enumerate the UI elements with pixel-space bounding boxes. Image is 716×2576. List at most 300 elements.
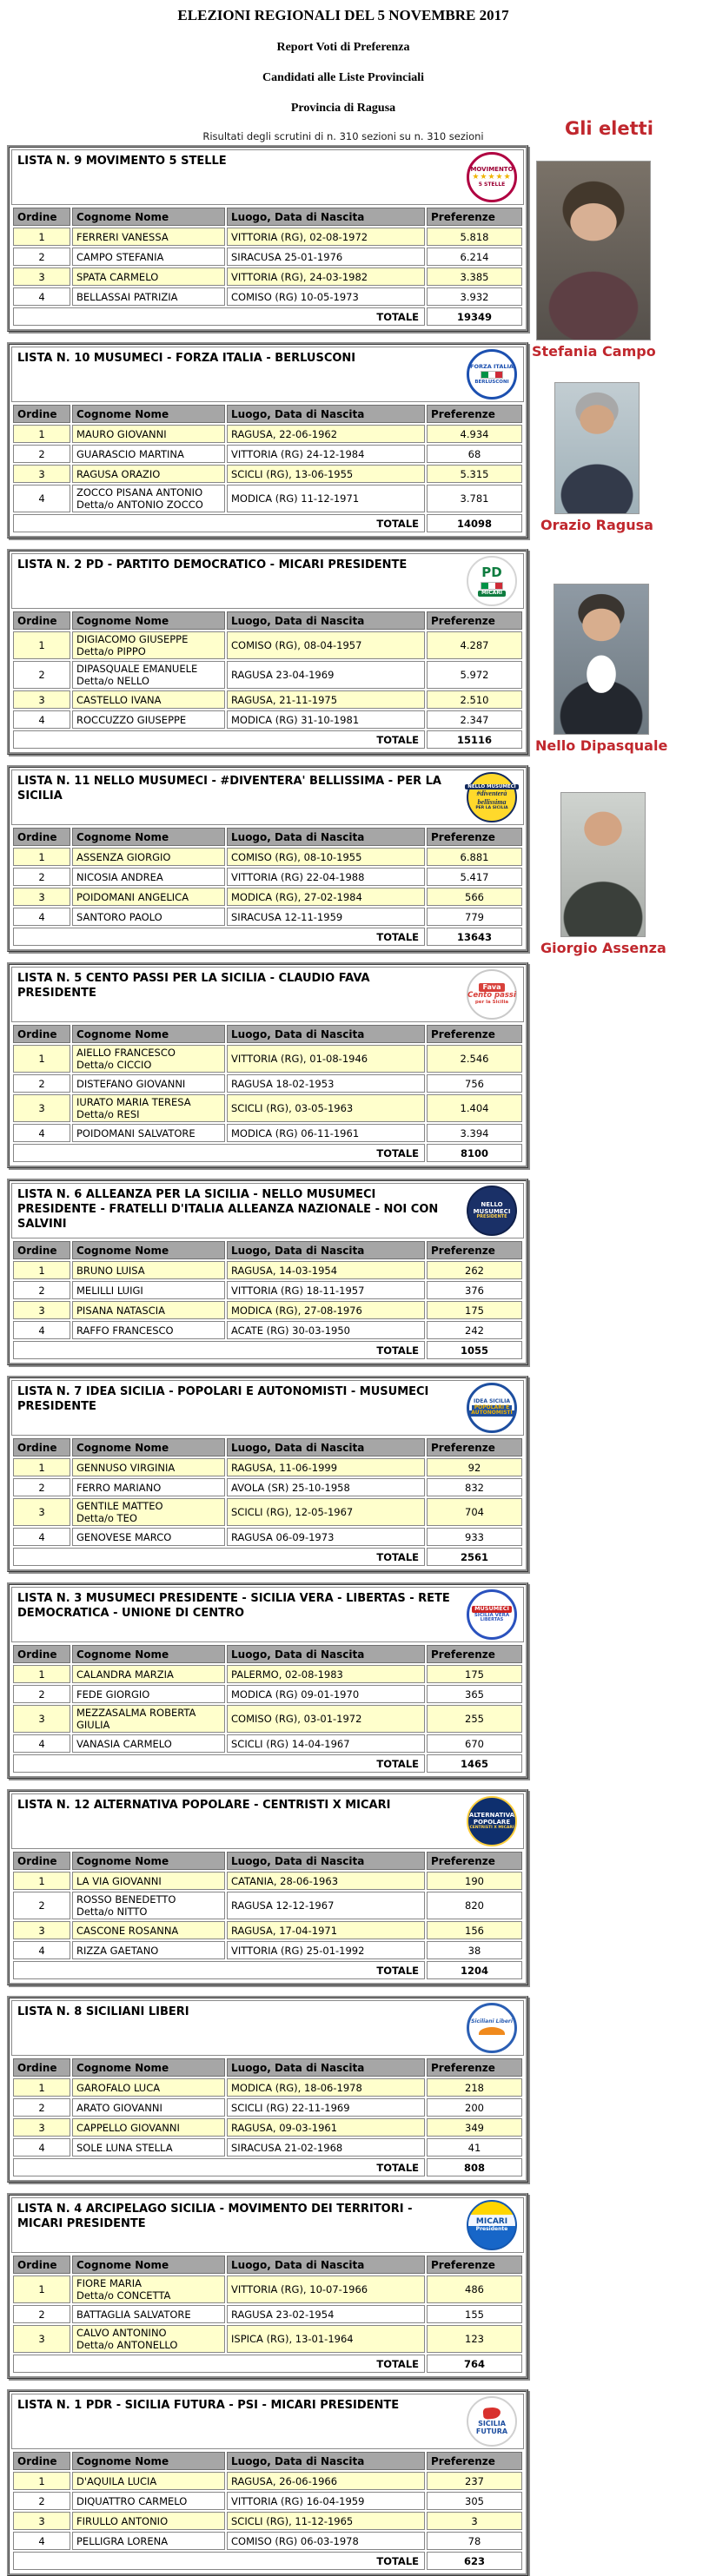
party-logo-text: 5 STELLE — [478, 181, 506, 188]
preferences-cell: 4.287 — [427, 631, 522, 659]
candidate-row — [13, 888, 522, 906]
ordine-cell: 2 — [13, 1478, 70, 1496]
ordine-cell: 3 — [13, 1705, 70, 1733]
elected-figure-3 — [535, 584, 667, 754]
list-title: LISTA N. 5 CENTO PASSI PER LA SICILIA - CLAUDIO FAVA PRESIDENTE — [17, 972, 370, 1000]
birthplace-cell: SIRACUSA 21-02-1968 — [227, 2138, 425, 2157]
candidate-name-cell: D'AQUILA LUCIA — [72, 2472, 225, 2490]
ordine-cell: 1 — [13, 1665, 70, 1683]
column-header-ordine: Ordine — [13, 1852, 70, 1870]
totale-row — [13, 1341, 522, 1359]
birthplace-cell: VITTORIA (RG), 24-03-1982 — [227, 268, 425, 286]
ordine-cell: 4 — [13, 1941, 70, 1959]
birthplace-cell: PALERMO, 02-08-1983 — [227, 1665, 425, 1683]
party-logo-icon — [467, 2003, 517, 2053]
candidate-alias: Detta/o CONCETTA — [76, 2289, 171, 2302]
list-header — [11, 1793, 524, 1849]
totale-row — [13, 514, 522, 532]
totale-row — [13, 928, 522, 946]
birthplace-cell: RAGUSA, 22-06-1962 — [227, 425, 425, 443]
candidate-name-cell: DIPASQUALE EMANUELE Detta/o NELLO — [72, 661, 225, 689]
elected-name-label: Orazio Ragusa — [540, 517, 653, 533]
table-header-row — [13, 208, 522, 226]
candidate-name-cell: DIQUATTRO CARMELO — [72, 2492, 225, 2510]
candidate-row — [13, 287, 522, 306]
candidate-row — [13, 1281, 522, 1299]
column-header-luogo-data-nascita: Luogo, Data di Nascita — [227, 1645, 425, 1663]
stefania-campo-photo — [536, 161, 651, 340]
candidate-name-cell: BATTAGLIA SALVATORE — [72, 2305, 225, 2323]
column-header-ordine: Ordine — [13, 2256, 70, 2274]
candidate-name-cell: FERRERI VANESSA — [72, 228, 225, 246]
candidate-name-cell: GENTILE MATTEO Detta/o TEO — [72, 1498, 225, 1526]
candidate-name-cell: CALVO ANTONINO Detta/o ANTONELLO — [72, 2325, 225, 2353]
party-logo-text: MOVIMENTO — [470, 166, 514, 174]
party-logo-icon — [467, 2200, 517, 2250]
ordine-cell: 4 — [13, 1124, 70, 1142]
candidate-row — [13, 445, 522, 463]
birthplace-cell: RAGUSA, 14-03-1954 — [227, 1261, 425, 1279]
preferences-cell: 92 — [427, 1458, 522, 1476]
preferences-cell: 779 — [427, 908, 522, 926]
birthplace-cell: VITTORIA (RG), 01-08-1946 — [227, 1045, 425, 1073]
list-title: LISTA N. 6 ALLEANZA PER LA SICILIA - NELLO MUSUMECI PRESIDENTE - FRATELLI D'ITALIA ALLEANZA NAZIONALE - NOI CON SALVINI — [17, 1188, 439, 1231]
preferences-cell: 5.972 — [427, 661, 522, 689]
column-header-luogo-data-nascita: Luogo, Data di Nascita — [227, 611, 425, 630]
totale-row — [13, 1548, 522, 1566]
party-logo-text: PD — [481, 565, 502, 581]
birthplace-cell: SIRACUSA 12-11-1959 — [227, 908, 425, 926]
province-title: Provincia di Ragusa — [290, 102, 396, 115]
ordine-cell: 3 — [13, 1094, 70, 1122]
list-header — [11, 1380, 524, 1436]
party-logo-text: CENTRISTI X MICARI — [469, 1826, 514, 1831]
column-header-preferenze: Preferenze — [427, 2058, 522, 2077]
candidate-name-cell: BELLASSAI PATRIZIA — [72, 287, 225, 306]
scrutiny-status-line: Risultati degli scrutini di n. 310 sezioni su n. 310 sezioni — [202, 130, 484, 142]
column-header-preferenze: Preferenze — [427, 1025, 522, 1043]
totale-row — [13, 730, 522, 749]
list-header — [11, 1587, 524, 1642]
column-header-luogo-data-nascita: Luogo, Data di Nascita — [227, 405, 425, 423]
birthplace-cell: VITTORIA (RG) 22-04-1988 — [227, 868, 425, 886]
nello-dipasquale-photo — [554, 584, 649, 735]
column-header-ordine: Ordine — [13, 1025, 70, 1043]
ordine-cell: 3 — [13, 2325, 70, 2353]
birthplace-cell: MODICA (RG) 31-10-1981 — [227, 710, 425, 729]
party-logo-text: #diventerà — [476, 789, 507, 798]
ordine-cell: 1 — [13, 848, 70, 866]
party-logo-text: bellissima — [477, 797, 507, 806]
candidate-row — [13, 2275, 522, 2303]
party-logo-icon — [467, 556, 517, 606]
party-logo-icon — [467, 1383, 517, 1433]
birthplace-cell: RAGUSA 23-02-1954 — [227, 2305, 425, 2323]
preferences-cell: 5.417 — [427, 868, 522, 886]
party-logo-text: FUTURA — [475, 2427, 508, 2435]
list-section-1 — [7, 2389, 528, 2576]
party-logo-text: Siciliani Liberi — [471, 2018, 513, 2025]
ordine-cell: 1 — [13, 631, 70, 659]
preferences-cell: 200 — [427, 2098, 522, 2117]
flag-icon — [481, 371, 503, 379]
birthplace-cell: AVOLA (SR) 25-10-1958 — [227, 1478, 425, 1496]
ordine-cell: 3 — [13, 2512, 70, 2530]
birthplace-cell: RAGUSA 12-12-1967 — [227, 1892, 425, 1919]
elected-name-label: Nello Dipasquale — [535, 737, 668, 754]
candidate-name-cell: MAURO GIOVANNI — [72, 425, 225, 443]
totale-value-cell: 623 — [427, 2552, 522, 2570]
list-title: LISTA N. 11 NELLO MUSUMECI - #DIVENTERA' BELLISSIMA - PER LA SICILIA — [17, 775, 441, 803]
orazio-ragusa-photo — [554, 382, 640, 514]
ordine-cell: 3 — [13, 888, 70, 906]
candidate-name-cell: DIGIACOMO GIUSEPPE Detta/o PIPPO — [72, 631, 225, 659]
table-header-row — [13, 1438, 522, 1456]
column-header-ordine: Ordine — [13, 1645, 70, 1663]
candidates-table — [11, 1437, 524, 1568]
stars-icon: ★★★★★ — [472, 173, 512, 182]
column-header-preferenze: Preferenze — [427, 828, 522, 846]
column-header-cognome-nome: Cognome Nome — [72, 1241, 225, 1259]
column-header-cognome-nome: Cognome Nome — [72, 2452, 225, 2470]
party-logo-text: IDEA SICILIA — [474, 1397, 510, 1404]
list-section-10 — [7, 342, 528, 538]
preferences-cell: 486 — [427, 2275, 522, 2303]
candidate-row — [13, 2492, 522, 2510]
totale-label-cell: TOTALE — [13, 928, 425, 946]
column-header-cognome-nome: Cognome Nome — [72, 2256, 225, 2274]
party-logo-icon — [467, 349, 517, 400]
candidates-table — [11, 1643, 524, 1774]
list-section-4 — [7, 2193, 528, 2379]
party-logo-text: Presidente — [475, 2225, 508, 2232]
list-title: LISTA N. 4 ARCIPELAGO SICILIA - MOVIMENTO DEI TERRITORI - MICARI PRESIDENTE — [17, 2203, 413, 2230]
party-logo-text: ALTERNATIVA — [468, 1812, 515, 1820]
ordine-cell: 1 — [13, 2275, 70, 2303]
candidate-name-cell: BRUNO LUISA — [72, 1261, 225, 1279]
elected-name-label: Stefania Campo — [532, 343, 656, 360]
candidate-name-cell: SANTORO PAOLO — [72, 908, 225, 926]
table-header-row — [13, 2058, 522, 2077]
column-header-preferenze: Preferenze — [427, 2452, 522, 2470]
candidate-row — [13, 228, 522, 246]
candidate-row — [13, 2512, 522, 2530]
candidate-name-cell: FIORE MARIA Detta/o CONCETTA — [72, 2275, 225, 2303]
list-header — [11, 149, 524, 205]
column-header-preferenze: Preferenze — [427, 405, 522, 423]
candidate-name-cell: ASSENZA GIORGIO — [72, 848, 225, 866]
column-header-cognome-nome: Cognome Nome — [72, 1852, 225, 1870]
birthplace-cell: ISPICA (RG), 13-01-1964 — [227, 2325, 425, 2353]
candidate-name-cell: FEDE GIORGIO — [72, 1685, 225, 1703]
candidate-alias: Detta/o ANTONELLO — [76, 2339, 178, 2351]
candidate-row — [13, 1685, 522, 1703]
preferences-cell: 5.315 — [427, 465, 522, 483]
candidate-row — [13, 690, 522, 709]
candidate-name-cell: ROSSO BENEDETTO Detta/o NITTO — [72, 1892, 225, 1919]
column-header-preferenze: Preferenze — [427, 1241, 522, 1259]
candidate-row — [13, 2118, 522, 2137]
ordine-cell: 1 — [13, 2078, 70, 2097]
map-icon — [482, 2407, 501, 2420]
birthplace-cell: SCICLI (RG), 11-12-1965 — [227, 2512, 425, 2530]
party-logo-text: POPOLARI E — [472, 1405, 513, 1411]
totale-value-cell: 14098 — [427, 514, 522, 532]
candidate-alias: Detta/o ANTONIO ZOCCO — [76, 499, 203, 511]
party-logo-text: Fava — [479, 983, 504, 991]
candidate-name-cell: FIRULLO ANTONIO — [72, 2512, 225, 2530]
preferences-cell: 156 — [427, 1921, 522, 1939]
candidates-table — [11, 2057, 524, 2178]
ordine-cell: 4 — [13, 2138, 70, 2157]
birthplace-cell: RAGUSA, 21-11-1975 — [227, 690, 425, 709]
birthplace-cell: MODICA (RG) 06-11-1961 — [227, 1124, 425, 1142]
candidate-name-cell: AIELLO FRANCESCO Detta/o CICCIO — [72, 1045, 225, 1073]
preferences-cell: 670 — [427, 1734, 522, 1753]
ordine-cell: 4 — [13, 287, 70, 306]
totale-label-cell: TOTALE — [13, 2552, 425, 2570]
party-logo-text: PRESIDENTE — [476, 1214, 507, 1220]
candidate-row — [13, 2098, 522, 2117]
candidate-alias: Detta/o PIPPO — [76, 645, 146, 657]
candidate-alias: Detta/o NITTO — [76, 1906, 148, 1918]
column-header-preferenze: Preferenze — [427, 611, 522, 630]
party-logo-text: NELLO — [481, 1201, 503, 1209]
candidate-row — [13, 2325, 522, 2353]
elected-heading: Gli eletti — [565, 118, 653, 139]
ordine-cell: 4 — [13, 485, 70, 512]
birthplace-cell: COMISO (RG) 06-03-1978 — [227, 2532, 425, 2550]
column-header-luogo-data-nascita: Luogo, Data di Nascita — [227, 1241, 425, 1259]
candidate-row — [13, 1892, 522, 1919]
ordine-cell: 3 — [13, 1921, 70, 1939]
candidate-name-cell: CASTELLO IVANA — [72, 690, 225, 709]
candidate-row — [13, 631, 522, 659]
candidate-name-cell: NICOSIA ANDREA — [72, 868, 225, 886]
candidate-alias: Detta/o RESI — [76, 1108, 140, 1120]
candidate-row — [13, 1458, 522, 1476]
candidate-row — [13, 848, 522, 866]
preferences-cell: 305 — [427, 2492, 522, 2510]
party-logo-icon — [467, 772, 517, 822]
candidate-alias: Detta/o CICCIO — [76, 1059, 152, 1071]
table-header-row — [13, 828, 522, 846]
column-header-cognome-nome: Cognome Nome — [72, 405, 225, 423]
totale-label-cell: TOTALE — [13, 514, 425, 532]
totale-value-cell: 2561 — [427, 1548, 522, 1566]
party-logo-text: FORZA ITALIA — [470, 362, 514, 370]
list-section-7 — [7, 1376, 528, 1572]
list-header — [11, 2394, 524, 2449]
candidate-name-cell: ARATO GIOVANNI — [72, 2098, 225, 2117]
totale-row — [13, 2355, 522, 2373]
birthplace-cell: MODICA (RG), 27-08-1976 — [227, 1301, 425, 1319]
list-header — [11, 2197, 524, 2253]
birthplace-cell: RAGUSA, 11-06-1999 — [227, 1458, 425, 1476]
candidate-row — [13, 661, 522, 689]
birthplace-cell: ACATE (RG) 30-03-1950 — [227, 1321, 425, 1339]
birthplace-cell: RAGUSA 18-02-1953 — [227, 1074, 425, 1093]
candidate-name-cell: RAFFO FRANCESCO — [72, 1321, 225, 1339]
preferences-cell: 190 — [427, 1872, 522, 1890]
table-header-row — [13, 1241, 522, 1259]
ordine-cell: 2 — [13, 1892, 70, 1919]
preferences-cell: 78 — [427, 2532, 522, 2550]
birthplace-cell: COMISO (RG) 10-05-1973 — [227, 287, 425, 306]
column-header-luogo-data-nascita: Luogo, Data di Nascita — [227, 208, 425, 226]
party-logo-text: SICILIA — [478, 2419, 506, 2427]
totale-row — [13, 307, 522, 326]
report-subtitle-2: Candidati alle Liste Provinciali — [262, 71, 425, 84]
totale-value-cell: 1204 — [427, 1961, 522, 1979]
candidate-name-cell: CALANDRA MARZIA — [72, 1665, 225, 1683]
ordine-cell: 1 — [13, 1872, 70, 1890]
candidate-row — [13, 268, 522, 286]
column-header-cognome-nome: Cognome Nome — [72, 1025, 225, 1043]
candidate-row — [13, 2078, 522, 2097]
candidate-name-cell: PELLIGRA LORENA — [72, 2532, 225, 2550]
candidate-row — [13, 1665, 522, 1683]
column-header-preferenze: Preferenze — [427, 1852, 522, 1870]
birthplace-cell: SCICLI (RG), 13-06-1955 — [227, 465, 425, 483]
preferences-cell: 2.510 — [427, 690, 522, 709]
birthplace-cell: SCICLI (RG), 12-05-1967 — [227, 1498, 425, 1526]
column-header-luogo-data-nascita: Luogo, Data di Nascita — [227, 2256, 425, 2274]
candidate-name-cell: PISANA NATASCIA — [72, 1301, 225, 1319]
birthplace-cell: VITTORIA (RG) 24-12-1984 — [227, 445, 425, 463]
candidates-table — [11, 1850, 524, 1981]
preferences-cell: 237 — [427, 2472, 522, 2490]
column-header-ordine: Ordine — [13, 2058, 70, 2077]
preferences-cell: 3.394 — [427, 1124, 522, 1142]
birthplace-cell: SIRACUSA 25-01-1976 — [227, 248, 425, 266]
ordine-cell: 1 — [13, 228, 70, 246]
ordine-cell: 4 — [13, 908, 70, 926]
preferences-cell: 6.214 — [427, 248, 522, 266]
list-section-8 — [7, 1996, 528, 2183]
column-header-cognome-nome: Cognome Nome — [72, 611, 225, 630]
preferences-cell: 242 — [427, 1321, 522, 1339]
table-header-row — [13, 611, 522, 630]
table-header-row — [13, 2452, 522, 2470]
list-header — [11, 1183, 524, 1238]
column-header-luogo-data-nascita: Luogo, Data di Nascita — [227, 2452, 425, 2470]
candidates-table — [11, 610, 524, 750]
birthplace-cell: RAGUSA 06-09-1973 — [227, 1528, 425, 1546]
candidate-name-cell: GENNUSO VIRGINIA — [72, 1458, 225, 1476]
list-header — [11, 347, 524, 402]
ordine-cell: 2 — [13, 1074, 70, 1093]
candidate-name-cell: GAROFALO LUCA — [72, 2078, 225, 2097]
ordine-cell: 3 — [13, 2118, 70, 2137]
birthplace-cell: VITTORIA (RG) 25-01-1992 — [227, 1941, 425, 1959]
column-header-cognome-nome: Cognome Nome — [72, 208, 225, 226]
candidate-row — [13, 2138, 522, 2157]
totale-label-cell: TOTALE — [13, 2355, 425, 2373]
candidate-row — [13, 1094, 522, 1122]
candidate-row — [13, 465, 522, 483]
birthplace-cell: CATANIA, 28-06-1963 — [227, 1872, 425, 1890]
candidate-row — [13, 2532, 522, 2550]
list-title: LISTA N. 9 MOVIMENTO 5 STELLE — [17, 155, 227, 168]
preferences-cell: 123 — [427, 2325, 522, 2353]
list-header — [11, 2000, 524, 2056]
birthplace-cell: COMISO (RG), 03-01-1972 — [227, 1705, 425, 1733]
totale-label-cell: TOTALE — [13, 730, 425, 749]
list-section-9 — [7, 145, 528, 332]
preferences-cell: 3.932 — [427, 287, 522, 306]
preferences-cell: 38 — [427, 1941, 522, 1959]
list-header — [11, 967, 524, 1022]
ordine-cell: 2 — [13, 2492, 70, 2510]
totale-value-cell: 808 — [427, 2158, 522, 2176]
birthplace-cell: SCICLI (RG), 03-05-1963 — [227, 1094, 425, 1122]
party-logo-text: PER LA SICILIA — [475, 805, 508, 810]
preferences-cell: 68 — [427, 445, 522, 463]
birthplace-cell: COMISO (RG), 08-10-1955 — [227, 848, 425, 866]
list-title: LISTA N. 10 MUSUMECI - FORZA ITALIA - BERLUSCONI — [17, 352, 356, 365]
candidate-row — [13, 1528, 522, 1546]
list-title: LISTA N. 3 MUSUMECI PRESIDENTE - SICILIA VERA - LIBERTAS - RETE DEMOCRATICA - UNIONE DI CENTRO — [17, 1592, 450, 1620]
candidate-row — [13, 1921, 522, 1939]
candidate-row — [13, 2305, 522, 2323]
party-logo-icon — [467, 2396, 517, 2447]
preferences-cell: 2.347 — [427, 710, 522, 729]
birthplace-cell: MODICA (RG) 09-01-1970 — [227, 1685, 425, 1703]
candidates-table — [11, 1239, 524, 1361]
list-title: LISTA N. 1 PDR - SICILIA FUTURA - PSI - MICARI PRESIDENTE — [17, 2399, 400, 2412]
list-header — [11, 769, 524, 825]
candidate-name-cell: GUARASCIO MARTINA — [72, 445, 225, 463]
elected-figure-4 — [540, 792, 666, 956]
ordine-cell: 1 — [13, 1045, 70, 1073]
ordine-cell: 2 — [13, 445, 70, 463]
birthplace-cell: COMISO (RG), 08-04-1957 — [227, 631, 425, 659]
totale-value-cell: 8100 — [427, 1144, 522, 1162]
candidate-row — [13, 1321, 522, 1339]
candidate-name-cell: RAGUSA ORAZIO — [72, 465, 225, 483]
preferences-cell: 566 — [427, 888, 522, 906]
elected-figure-1 — [532, 161, 656, 360]
candidate-name-cell: FERRO MARIANO — [72, 1478, 225, 1496]
ordine-cell: 1 — [13, 425, 70, 443]
column-header-ordine: Ordine — [13, 405, 70, 423]
totale-value-cell: 764 — [427, 2355, 522, 2373]
totale-row — [13, 2158, 522, 2176]
candidate-row — [13, 1124, 522, 1142]
candidate-name-cell: GENOVESE MARCO — [72, 1528, 225, 1546]
list-section-6 — [7, 1179, 528, 1365]
candidate-name-cell: CAMPO STEFANIA — [72, 248, 225, 266]
giorgio-assenza-photo — [560, 792, 646, 937]
list-section-3 — [7, 1582, 528, 1779]
candidate-alias: Detta/o NELLO — [76, 675, 149, 687]
birthplace-cell: RAGUSA, 26-06-1966 — [227, 2472, 425, 2490]
candidate-row — [13, 1261, 522, 1279]
preferences-cell: 365 — [427, 1685, 522, 1703]
birthplace-cell: RAGUSA, 09-03-1961 — [227, 2118, 425, 2137]
birthplace-cell: VITTORIA (RG), 10-07-1966 — [227, 2275, 425, 2303]
ordine-cell: 3 — [13, 1301, 70, 1319]
preferences-cell: 832 — [427, 1478, 522, 1496]
candidates-table — [11, 403, 524, 534]
totale-value-cell: 19349 — [427, 307, 522, 326]
table-header-row — [13, 1025, 522, 1043]
birthplace-cell: VITTORIA (RG) 18-11-1957 — [227, 1281, 425, 1299]
column-header-ordine: Ordine — [13, 208, 70, 226]
candidate-name-cell: RIZZA GAETANO — [72, 1941, 225, 1959]
ordine-cell: 2 — [13, 868, 70, 886]
